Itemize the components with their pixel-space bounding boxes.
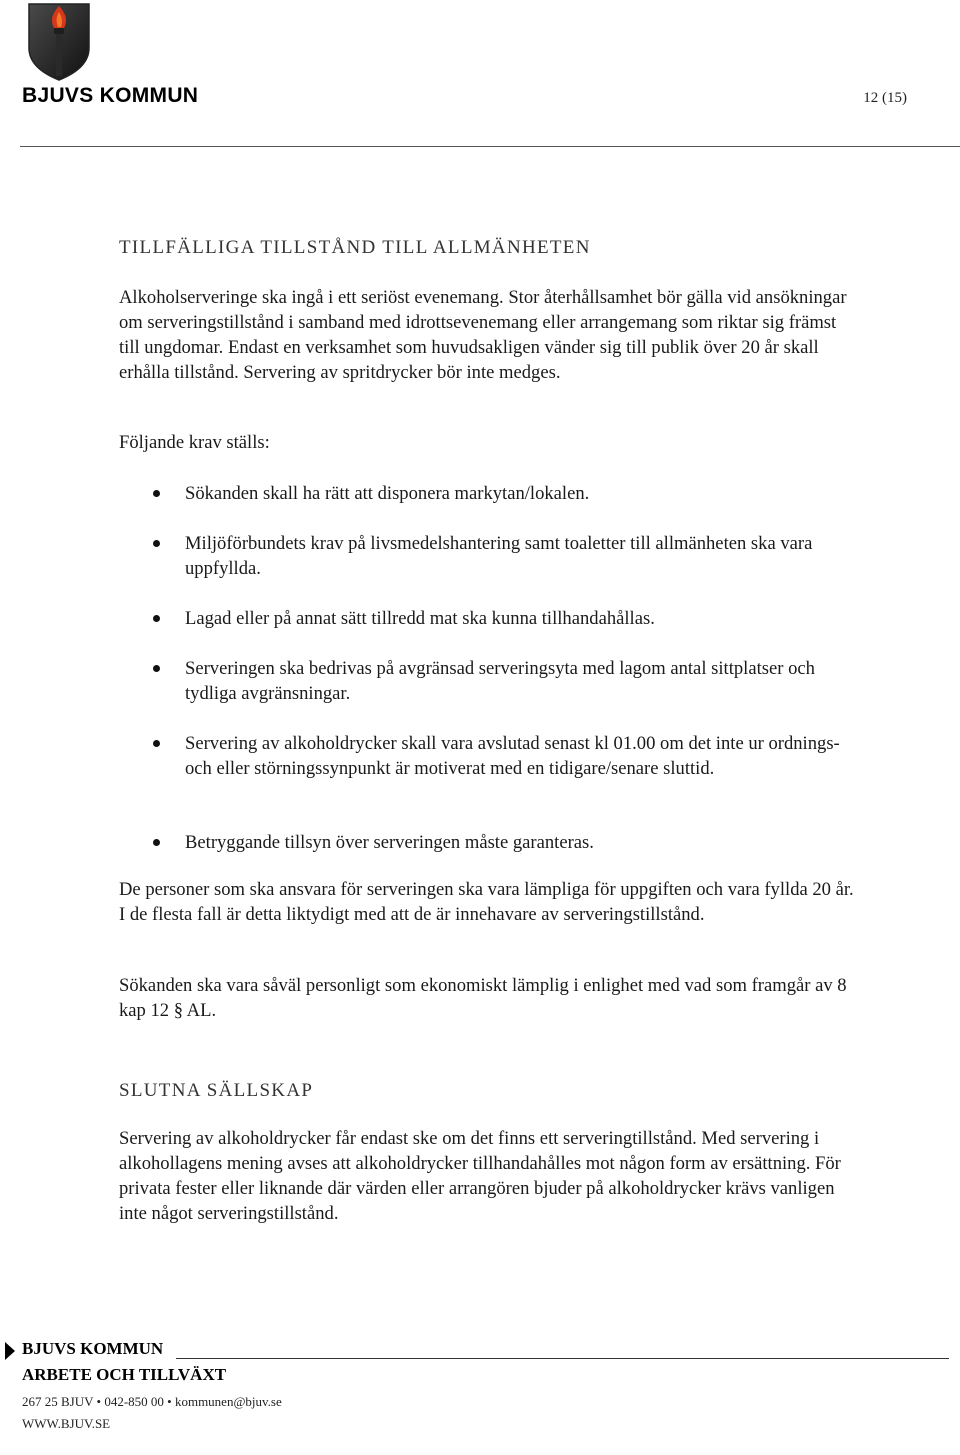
footer-website-link[interactable]: WWW.BJUV.SE: [22, 1416, 111, 1431]
footer-contact-info: 267 25 BJUV • 042-850 00 • kommunen@bjuv.se: [22, 1394, 282, 1409]
intro-paragraph: Alkoholserveringe ska ingå i ett seriöst evenemang. Stor återhållsamhet bör gälla vid ansökningar om serveringstillstånd i samband med idrottsevenemang eller arrangemang som riktar sig främst till ungdomar. Endast en verksamhet som huvudsakligen vänder sig till publik över 20 år skall erhålla tillstånd. Servering av spritdrycker bör inte medges.: [119, 287, 847, 383]
applicant-suitability-paragraph: Sökanden ska vara såväl personligt som ekonomiskt lämplig i enlighet med vad som framgår av 8 kap 12 § AL.: [119, 975, 847, 1021]
footer-department: ARBETE OCH TILLVÄXT: [22, 1365, 227, 1384]
section-heading-temporary-permits: TILLFÄLLIGA TILLSTÅND TILL ALLMÄNHETEN: [119, 237, 591, 258]
footer-divider: [176, 1358, 949, 1359]
municipality-name: BJUVS KOMMUN: [22, 84, 199, 107]
private-parties-paragraph: Servering av alkoholdrycker får endast ske om det finns ett serveringtillstånd. Med servering i alkohollagens mening avses att alkoholdrycker tillhandahålles mot någon form av ersättning. För privata fester eller liknande där värden eller arrangören bjuder på alkoholdrycker krävs vanligen inte något serveringstillstånd.: [119, 1128, 841, 1224]
bullet-icon: [153, 490, 160, 497]
bullet-icon: [153, 839, 160, 846]
bullet-icon: [153, 740, 160, 747]
bullet-icon: [153, 615, 160, 622]
section-heading-private-parties: SLUTNA SÄLLSKAP: [119, 1080, 314, 1101]
page-number: 12 (15): [863, 90, 907, 106]
bullet-icon: [153, 665, 160, 672]
footer-municipality-name: BJUVS KOMMUN: [22, 1339, 164, 1358]
triangle-arrow-right-icon: [4, 1341, 16, 1361]
requirements-label: Följande krav ställs:: [119, 432, 270, 453]
bullet-icon: [153, 540, 160, 547]
header-divider: [20, 146, 960, 147]
responsible-persons-paragraph: De personer som ska ansvara för serveringen ska vara lämpliga för uppgiften och vara fyllda 20 år. I de flesta fall är detta liktydigt med att de är innehavare av serveringstillstånd.: [119, 879, 854, 925]
municipal-coat-of-arms-icon: [26, 2, 92, 82]
